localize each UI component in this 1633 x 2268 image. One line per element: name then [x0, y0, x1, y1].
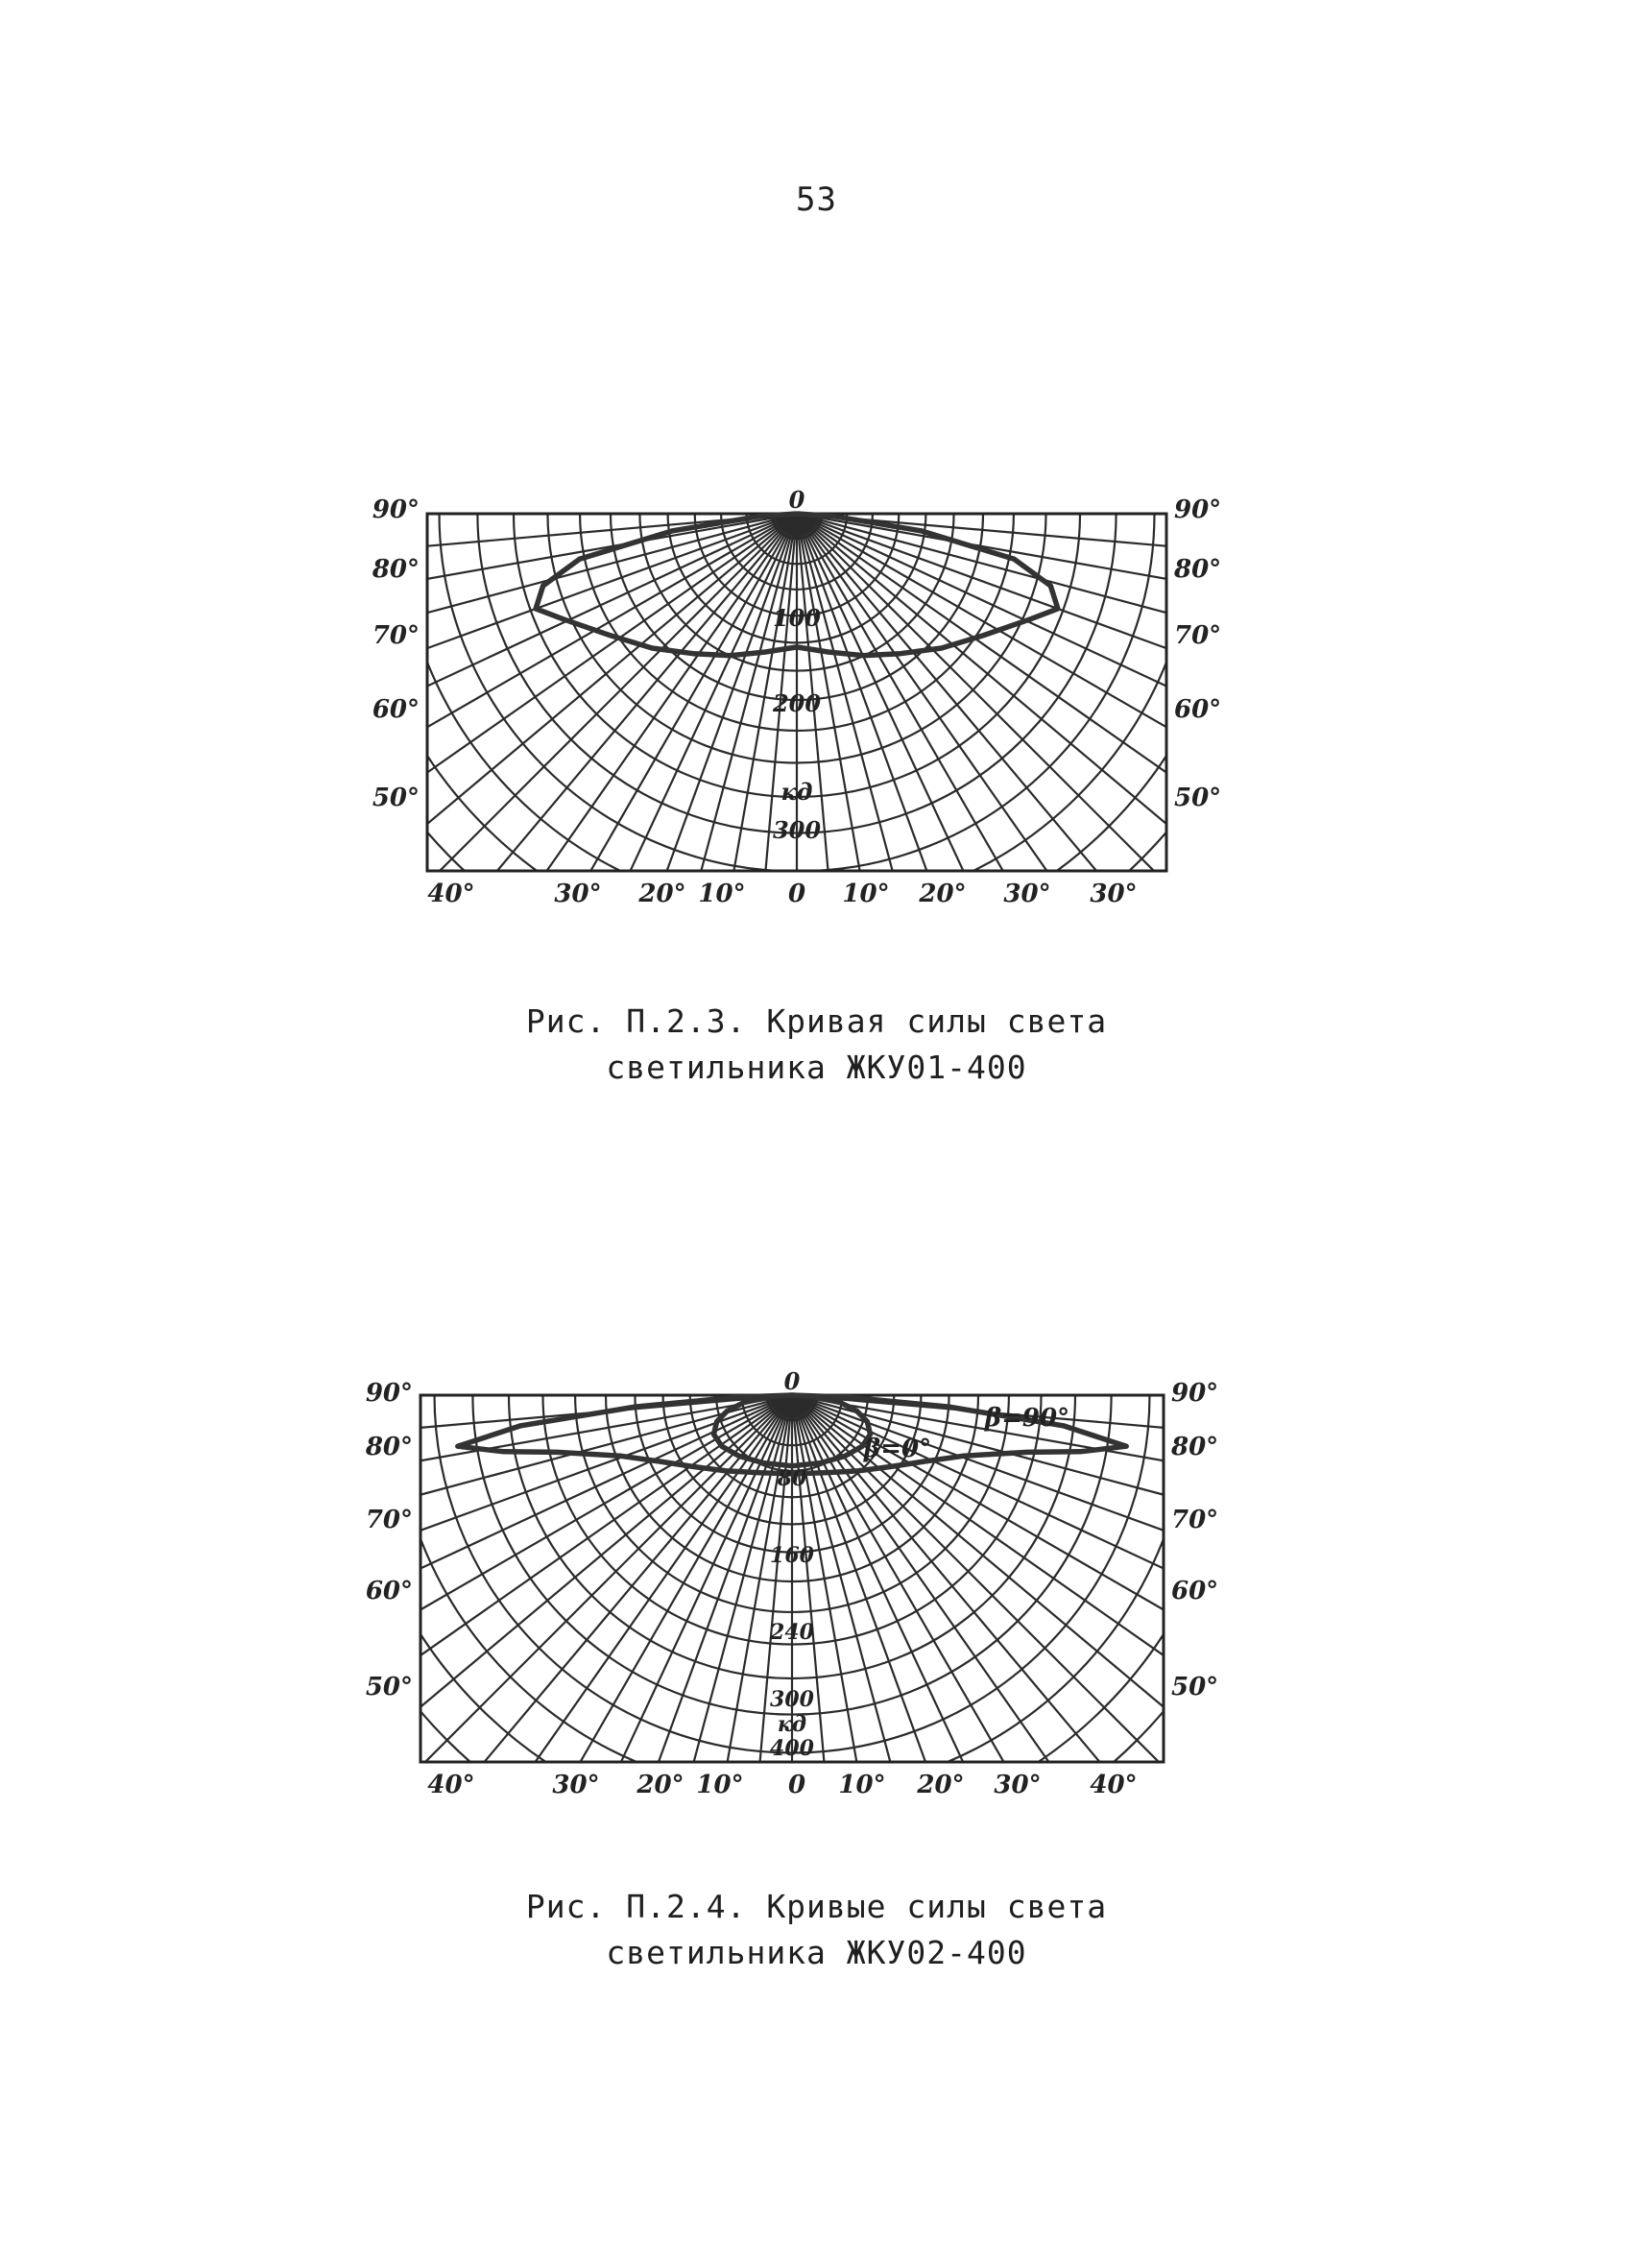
bottom-angle-label: 30° — [1003, 880, 1051, 907]
top-zero-label: 0 — [783, 1367, 801, 1395]
left-angle-label: 50° — [365, 1673, 413, 1701]
left-angle-label: 70° — [372, 621, 420, 650]
left-angle-label: 70° — [365, 1506, 413, 1534]
intensity-tick-label: 300 — [770, 1687, 814, 1712]
bottom-angle-label: 40° — [427, 1771, 475, 1799]
bottom-angle-label: 10° — [842, 880, 890, 907]
bottom-angle-label: 30° — [1090, 880, 1138, 907]
caption-2 — [0, 1884, 1633, 1976]
left-angle-label: 60° — [365, 1577, 413, 1605]
left-angle-label: 60° — [372, 695, 420, 724]
right-angle-label: 50° — [1174, 784, 1222, 812]
bottom-angle-label: 20° — [638, 880, 686, 907]
right-angle-label: 60° — [1171, 1577, 1219, 1605]
left-angle-label: 80° — [372, 555, 420, 584]
intensity-tick-label: 80 — [777, 1466, 807, 1491]
page-number: 53 — [796, 181, 837, 219]
top-zero-label: 0 — [788, 486, 805, 514]
bottom-angle-label: 40° — [1090, 1771, 1138, 1799]
right-angle-label: 80° — [1171, 1433, 1219, 1461]
bottom-angle-label: 20° — [636, 1771, 684, 1799]
intensity-tick-label: 160 — [770, 1543, 814, 1568]
bottom-angle-label: 0 — [787, 880, 806, 907]
light-intensity-chart-2 — [355, 1359, 1248, 1800]
intensity-tick-label: 200 — [772, 689, 822, 717]
caption-1 — [0, 999, 1633, 1091]
bottom-angle-label: 10° — [698, 880, 746, 907]
left-angle-label: 80° — [365, 1433, 413, 1461]
bottom-angle-label: 40° — [427, 880, 475, 907]
bottom-angle-label: 10° — [838, 1771, 886, 1799]
caption-1-line-2: светильника ЖКУ01-400 — [606, 1049, 1027, 1086]
caption-2-line-2: светильника ЖКУ02-400 — [606, 1934, 1027, 1971]
right-angle-label: 70° — [1171, 1506, 1219, 1534]
intensity-tick-label: 300 — [772, 816, 822, 844]
left-angle-label: 90° — [365, 1379, 413, 1408]
light-intensity-chart-1 — [355, 475, 1248, 907]
polar-chart-2 — [355, 1359, 1248, 1800]
bottom-angle-label: 30° — [994, 1771, 1042, 1799]
right-angle-label: 90° — [1171, 1379, 1219, 1408]
bottom-angle-label: 0 — [787, 1771, 806, 1799]
caption-2-line-1: Рис. П.2.4. Кривые силы света — [525, 1888, 1108, 1925]
caption-1-line-1: Рис. П.2.3. Кривая силы света — [525, 1002, 1108, 1040]
bottom-angle-label: 20° — [919, 880, 967, 907]
bottom-angle-label: 30° — [554, 880, 602, 907]
bottom-angle-label: 20° — [917, 1771, 965, 1799]
intensity-tick-label: 240 — [770, 1620, 814, 1645]
intensity-tick-label: кд — [777, 1712, 807, 1737]
right-angle-label: 70° — [1174, 621, 1222, 650]
right-angle-label: 80° — [1174, 555, 1222, 584]
intensity-tick-label: кд — [780, 778, 813, 806]
intensity-tick-label: 400 — [770, 1736, 814, 1761]
right-angle-label: 50° — [1171, 1673, 1219, 1701]
bottom-angle-label: 10° — [696, 1771, 744, 1799]
polar-chart-1 — [355, 475, 1248, 907]
bottom-angle-label: 30° — [552, 1771, 600, 1799]
left-angle-label: 50° — [372, 784, 420, 812]
curve-label-beta-0: β=0° — [863, 1435, 932, 1463]
intensity-tick-label: 100 — [772, 604, 822, 632]
left-angle-label: 90° — [372, 495, 420, 524]
curve-label-beta-90: β=90° — [984, 1404, 1070, 1433]
right-angle-label: 60° — [1174, 695, 1222, 724]
right-angle-label: 90° — [1174, 495, 1222, 524]
